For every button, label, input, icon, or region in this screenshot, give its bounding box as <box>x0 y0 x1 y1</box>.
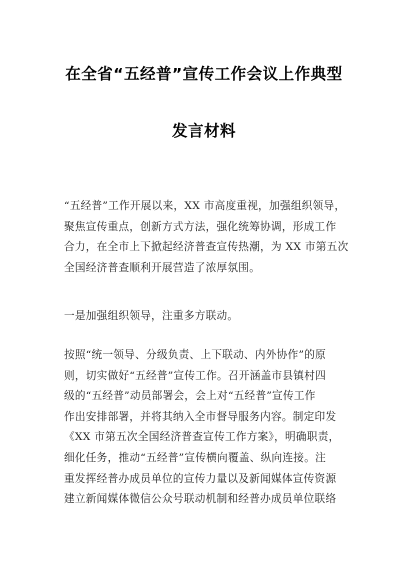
text-line: 重发挥经普办成员单位的宣传力量以及新闻媒体宣传资源 <box>64 472 337 485</box>
text-line: 细化任务，推动“五经普”宣传横向覆盖、纵向连接。注 <box>64 451 326 464</box>
text-line: “五经普”工作开展以来，XX 市高度重视，加强组织领导， <box>64 200 346 212</box>
text-line: 全国经济普查顺利开展营造了浓厚氛围。 <box>64 261 261 274</box>
document-title-line-2: 发言材料 <box>171 122 236 140</box>
text-line: 按照“统一领导、分级负责、上下联动、内外协作”的原 <box>64 349 326 361</box>
paragraph-intro <box>64 196 349 278</box>
paragraph-heading-one <box>64 306 346 327</box>
text-line: 级的“五经普”动员部署会，会上对“五经普”宣传工作 <box>64 390 316 403</box>
text-line: 合力，在全市上下掀起经济普查宣传热潮，为 XX 市第五次 <box>64 241 349 254</box>
section-heading: 一是加强组织领导，注重多方联动。 <box>64 310 239 322</box>
text-line: 作出安排部署，并将其纳入全市督导服务内容。制定印发 <box>64 410 337 423</box>
paragraph-body <box>64 345 346 510</box>
text-line: 则，切实做好“五经普”宣传工作。召开涵盖市县镇村四 <box>64 369 326 382</box>
text-line: 聚焦宣传重点，创新方式方法，强化统筹协调，形成工作 <box>64 220 337 233</box>
text-line: 《XX 市第五次全国经济普查宣传工作方案》，明确职责， <box>64 431 340 444</box>
text-line: 建立新闻媒体微信公众号联动机制和经普办成员单位联络 <box>64 493 337 506</box>
document-title-line-1: 在全省“五经普”宣传工作会议上作典型 <box>65 65 343 83</box>
